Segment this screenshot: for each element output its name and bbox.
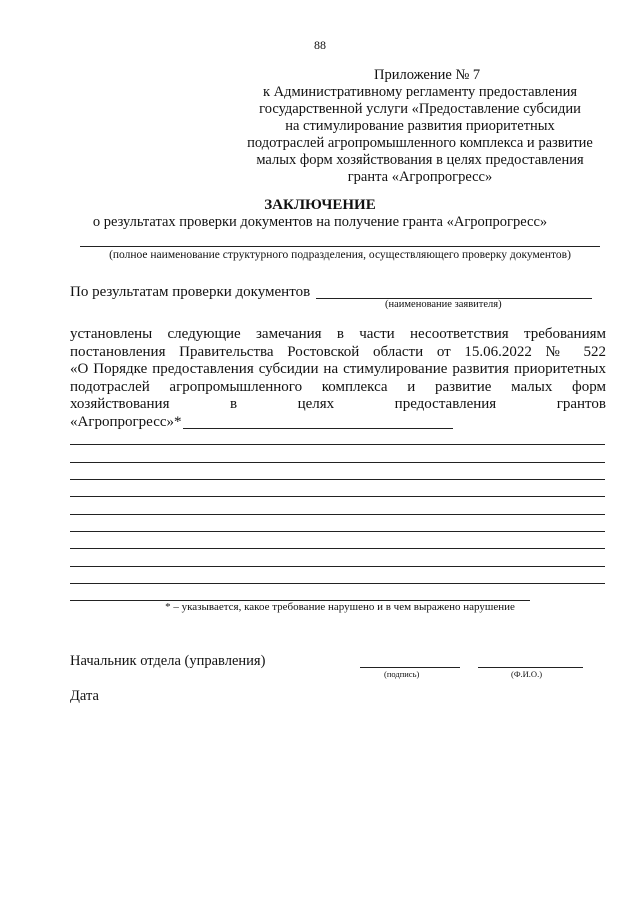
- remarks-line[interactable]: [70, 583, 605, 584]
- findings-paragraph: [70, 326, 606, 431]
- appendix-line: малых форм хозяйствования в целях предоставления: [256, 152, 584, 168]
- appendix-line: подотраслей агропромышленного комплекса и развитие: [247, 135, 593, 151]
- remarks-line[interactable]: [70, 444, 605, 445]
- chief-label: Начальник отдела (управления): [70, 653, 266, 669]
- findings-line: подотраслей агропромышленного комплекса и развитие малых форм: [70, 378, 606, 395]
- signature-caption: (подпись): [384, 669, 420, 679]
- appendix-line: государственной услуги «Предоставление субсидии: [259, 101, 581, 117]
- appendix-title: Приложение № 7: [374, 67, 481, 83]
- appendix-line: на стимулирование развития приоритетных: [285, 118, 555, 134]
- findings-line: постановления Правительства Ростовской области от 15.06.2022 № 522: [70, 343, 606, 360]
- footnote: * – указывается, какое требование нарушено и в чем выражено нарушение: [165, 601, 515, 613]
- remarks-line[interactable]: [70, 514, 605, 515]
- document-subheading: о результатах проверки документов на получение гранта «Агропрогресс»: [92, 214, 548, 230]
- findings-line: хозяйствования в целях предоставления грантов: [70, 396, 606, 412]
- fio-caption: (Ф.И.О.): [511, 669, 543, 679]
- remarks-line[interactable]: [70, 566, 605, 567]
- findings-inline-line[interactable]: [183, 428, 453, 429]
- findings-last-text: «Агропрогресс»*: [70, 413, 182, 430]
- appendix-description: [230, 84, 610, 186]
- findings-line: установлены следующие замечания в части несоответствия требованиям: [70, 326, 606, 342]
- page-number: 88: [314, 38, 326, 52]
- remarks-line[interactable]: [70, 462, 605, 463]
- org-name-line[interactable]: [80, 246, 600, 247]
- date-label: Дата: [70, 688, 99, 704]
- org-name-caption: (полное наименование структурного подразделения, осуществляющего проверку документов): [109, 249, 571, 261]
- document-heading: ЗАКЛЮЧЕНИЕ: [264, 197, 376, 213]
- appendix-line: гранта «Агропрогресс»: [347, 169, 493, 185]
- findings-line: «О Порядке предоставления субсидии на стимулирование развития приоритетных: [70, 361, 606, 377]
- remarks-line[interactable]: [70, 479, 605, 480]
- applicant-caption: (наименование заявителя): [385, 299, 502, 310]
- appendix-line: к Административному регламенту предоставления: [262, 84, 578, 100]
- remarks-line[interactable]: [70, 548, 605, 549]
- remarks-line[interactable]: [70, 496, 605, 497]
- results-label: По результатам проверки документов: [70, 284, 311, 300]
- signature-line[interactable]: [360, 667, 460, 668]
- fio-line[interactable]: [478, 667, 583, 668]
- remarks-line[interactable]: [70, 531, 605, 532]
